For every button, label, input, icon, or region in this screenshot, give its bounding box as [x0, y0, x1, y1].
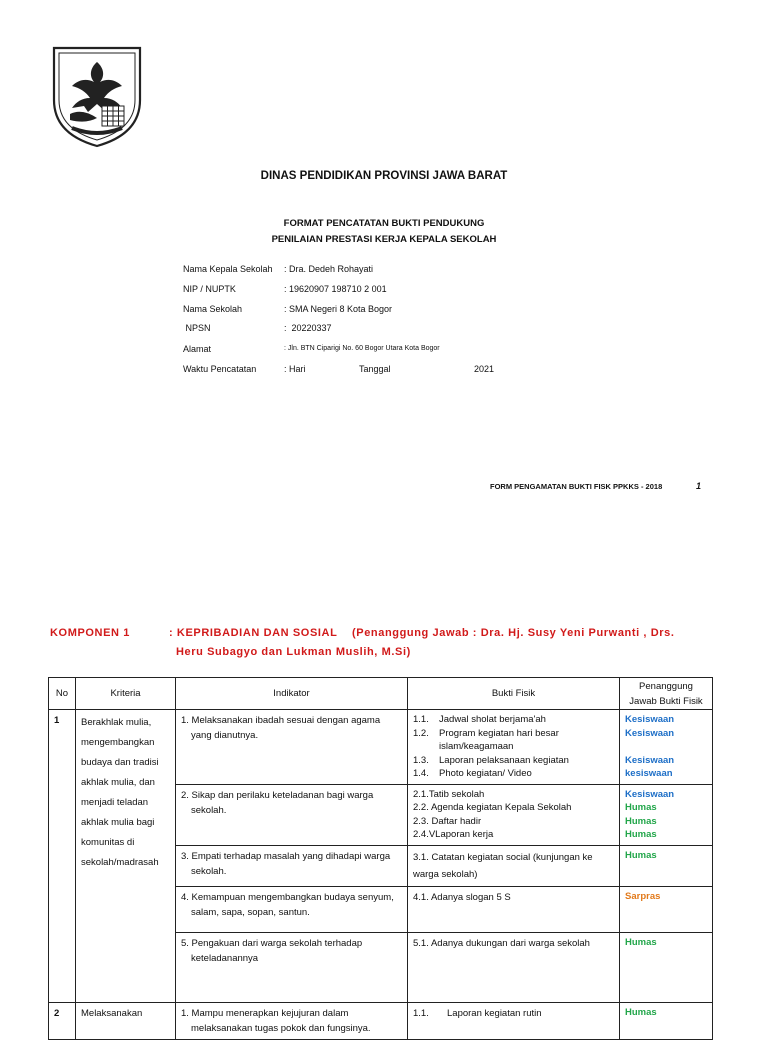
bukti-fisik-cell — [408, 845, 620, 886]
criteria-table — [48, 677, 713, 1040]
info-label: Nama Sekolah — [183, 304, 243, 314]
info-value: : SMA Negeri 8 Kota Bogor — [284, 304, 393, 314]
pj-label: Humas — [625, 849, 657, 861]
info-value: : Jln. BTN Ciparigi No. 60 Bogor Utara Kota Bogor — [284, 345, 440, 352]
header-pj-line-2: Jawab Bukti Fisik — [629, 695, 703, 707]
list-item: 5.1. Adanya dukungan dari warga sekolah — [413, 937, 590, 949]
info-label: Alamat — [183, 344, 212, 354]
list-item: 4.1. Adanya slogan 5 S — [413, 891, 511, 903]
komponen-label: KOMPONEN 1 — [50, 627, 130, 639]
info-label: Waktu Pencatatan — [183, 364, 257, 374]
list-item: 2.3. Daftar hadir — [413, 815, 482, 827]
pj-cell — [620, 784, 713, 845]
header-indikator: Indikator — [176, 678, 408, 710]
info-label: NPSN — [183, 323, 211, 333]
list-item: 2.2. Agenda kegiatan Kepala Sekolah — [413, 802, 572, 813]
kriteria-cell: Berakhlak mulia, mengembangkan budaya dan tradisi akhlak mulia, dan menjadi teladan akhlak mulia bagi komunitas di sekolah/madrasah — [76, 710, 176, 1003]
info-tanggal: Tanggal — [359, 364, 391, 374]
list-item: 2.1.Tatib sekolah — [413, 788, 485, 800]
list-item: 1.2. Program kegiatan hari besar islam/keagamaan — [413, 727, 559, 752]
bukti-fisik-cell — [408, 886, 620, 932]
info-label: NIP / NUPTK — [183, 284, 236, 294]
footer-text: FORM PENGAMATAN BUKTI FISK PPKKS - 2018 — [490, 482, 663, 491]
page-number: 1 — [696, 481, 702, 491]
form-title-line-2: PENILAIAN PRESTASI KERJA KEPALA SEKOLAH — [271, 234, 497, 245]
pj-cell — [620, 845, 713, 886]
komponen-pj-line-1: (Penanggung Jawab : Dra. Hj. Susy Yeni Purwanti , Drs. — [352, 627, 675, 639]
pj-label: Kesiswaan — [625, 754, 675, 766]
pj-label: Sarpras — [625, 890, 661, 902]
agency-title: DINAS PENDIDIKAN PROVINSI JAWA BARAT — [260, 170, 508, 182]
pj-label: kesiswaan — [625, 768, 673, 779]
list-item: 2.4.VLaporan kerja — [413, 829, 494, 840]
komponen-title: : KEPRIBADIAN DAN SOSIAL — [169, 627, 338, 639]
pj-label: Humas — [625, 936, 657, 948]
header-bukti-fisik: Bukti Fisik — [408, 678, 620, 710]
page-footer — [490, 481, 702, 491]
list-item: 3.1. Catatan kegiatan social (kunjungan ke warga sekolah) — [413, 851, 593, 880]
pj-label: Kesiswaan — [625, 727, 675, 739]
indikator-cell — [176, 932, 408, 1002]
indikator-text: 1. Melaksanakan ibadah sesuai dengan agama yang dianutnya. — [181, 715, 381, 741]
bukti-fisik-cell — [408, 1002, 620, 1039]
list-item: 1.1. Laporan kegiatan rutin — [413, 1007, 542, 1019]
header-kriteria: Kriteria — [76, 678, 176, 710]
info-value: : 20220337 — [284, 323, 332, 333]
info-value: : Hari — [284, 364, 306, 374]
indikator-cell — [176, 784, 408, 845]
bukti-fisik-cell — [408, 932, 620, 1002]
indikator-cell — [176, 886, 408, 932]
table-row — [49, 710, 713, 785]
indikator-text: 3. Empati terhadap masalah yang dihadapi warga sekolah. — [181, 850, 391, 877]
pj-cell — [620, 1002, 713, 1039]
header-no: No — [49, 678, 76, 710]
indikator-cell — [176, 1002, 408, 1039]
pj-label: Kesiswaan — [625, 788, 675, 800]
indikator-text: 2. Sikap dan perilaku keteladanan bagi warga sekolah. — [181, 789, 374, 816]
pj-cell — [620, 932, 713, 1002]
row-number: 1 — [49, 710, 76, 1003]
indikator-cell — [176, 845, 408, 886]
list-item: 1.4. Photo kegiatan/ Video — [413, 768, 532, 779]
pj-cell — [620, 710, 713, 785]
indikator-text: 4. Kemampuan mengembangkan budaya senyum, salam, sapa, sopan, santun. — [181, 891, 394, 918]
header-pj-line-1: Penanggung — [639, 680, 693, 692]
header-penanggung-jawab — [620, 678, 713, 710]
pj-label: Humas — [625, 829, 657, 840]
pj-label: Humas — [625, 802, 657, 813]
indikator-text: 1. Mampu menerapkan kejujuran dalam melaksanakan tugas pokok dan fungsinya. — [181, 1007, 371, 1034]
pj-label: Kesiswaan — [625, 714, 675, 725]
west-java-seal-icon — [42, 42, 152, 152]
table-row — [49, 1002, 713, 1039]
indikator-text: 5. Pengakuan dari warga sekolah terhadap keteladanannya — [181, 937, 363, 964]
komponen-pj-line-2: Heru Subagyo dan Lukman Muslih, M.Si) — [176, 646, 411, 658]
indikator-cell — [176, 710, 408, 785]
pj-label: Humas — [625, 815, 657, 827]
info-value: : 19620907 198710 2 001 — [284, 284, 387, 294]
form-title-line-1: FORMAT PENCATATAN BUKTI PENDUKUNG — [283, 218, 485, 229]
kriteria-cell: Melaksanakan — [76, 1002, 176, 1039]
row-number: 2 — [49, 1002, 76, 1039]
bukti-fisik-cell — [408, 784, 620, 845]
pj-cell — [620, 886, 713, 932]
bukti-fisik-cell — [408, 710, 620, 785]
list-item: 1.1. Jadwal sholat berjama'ah — [413, 714, 546, 725]
pj-label: Humas — [625, 1006, 657, 1018]
info-label: Nama Kepala Sekolah — [183, 264, 273, 274]
list-item: 1.3. Laporan pelaksanaan kegiatan — [413, 754, 569, 766]
info-year: 2021 — [474, 364, 495, 374]
info-value: : Dra. Dedeh Rohayati — [284, 264, 374, 274]
table-header-row — [49, 678, 713, 710]
